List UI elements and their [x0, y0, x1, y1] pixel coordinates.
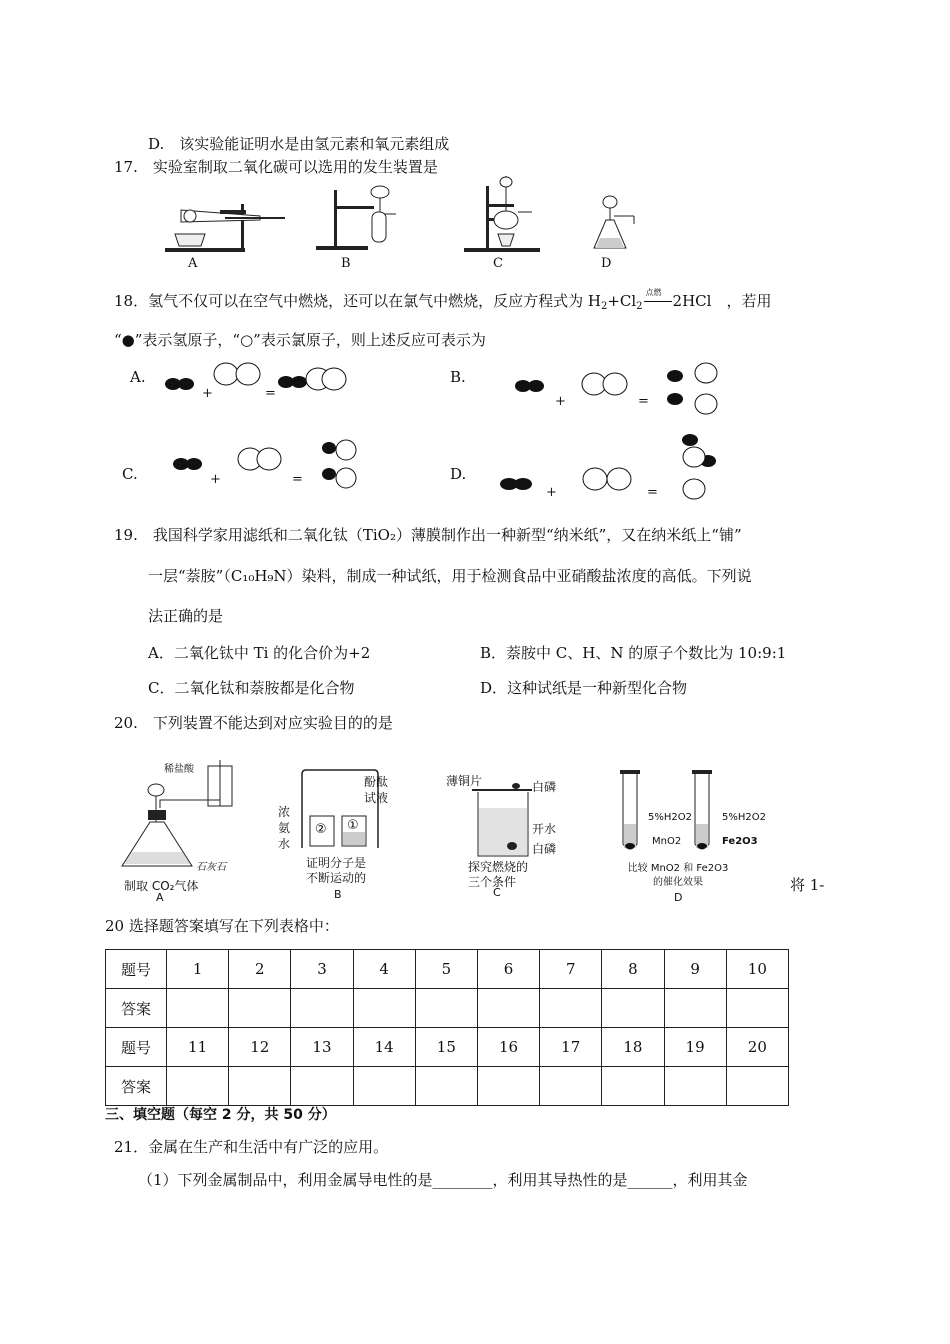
answer-cell[interactable]	[291, 1067, 353, 1106]
q17-apparatus-a	[165, 192, 295, 254]
table-cell-number: 7	[540, 950, 602, 989]
q18-option-c-plus: +	[210, 472, 221, 487]
table-cell-number: 11	[167, 1028, 229, 1067]
q18-option-c-eq: =	[292, 472, 303, 487]
q17-label-a: A	[188, 256, 198, 271]
q17-label-c: C	[493, 256, 503, 271]
q20-a-caption: 制取 CO₂气体	[124, 879, 199, 893]
table-cell-number: 20	[726, 1028, 788, 1067]
q18-option-b-label: B.	[450, 368, 466, 386]
q20-b-left-label: 浓 氨 水	[278, 805, 291, 851]
q17-label-b: B	[341, 256, 351, 271]
q20-a-acid: 稀盐酸	[164, 764, 194, 775]
answer-cell[interactable]	[415, 989, 477, 1028]
answer-cell[interactable]	[726, 1067, 788, 1106]
section-three-heading: 三、填空题（每空 2 分，共 50 分）	[105, 1107, 336, 1123]
q18-option-a-diagram	[160, 362, 350, 402]
q19-option-d: D．这种试纸是一种新型化合物	[480, 679, 688, 697]
q20-d-caption: 比较 MnO2 和 Fe2O3 的催化效果	[627, 863, 729, 888]
q18-option-b-diagram	[510, 360, 720, 418]
table-cell-number: 16	[477, 1028, 539, 1067]
q18-option-a-eq: =	[265, 386, 276, 401]
table-cell-number: 14	[353, 1028, 415, 1067]
q20-a-stone: 石灰石	[196, 862, 226, 873]
table-cell-number: 4	[353, 950, 415, 989]
q20-c-white-p2: 白磷	[532, 842, 557, 856]
q19-line2: 一层“萘胺”（C₁₀H₉N）染料，制成一种试纸，用于检测食品中亚硝酸盐浓度的高低。下列说	[148, 567, 752, 585]
q20-c-letter: C	[493, 886, 501, 899]
table-cell-number: 15	[415, 1028, 477, 1067]
q18-option-b-plus: +	[555, 394, 566, 409]
q20-d-h2o2-left: 5%H2O2	[648, 812, 692, 823]
q17-apparatus-d	[594, 194, 644, 252]
answer-cell[interactable]	[726, 989, 788, 1028]
table-row-answer-1	[106, 989, 789, 1028]
answer-cell[interactable]	[540, 989, 602, 1028]
answer-cell[interactable]	[664, 1067, 726, 1106]
table-cell-number: 10	[726, 950, 788, 989]
q18-option-d-eq: =	[647, 485, 658, 500]
table-cell-number: 12	[229, 1028, 291, 1067]
answer-cell[interactable]	[229, 989, 291, 1028]
q17-stem: 17. 实验室制取二氧化碳可以选用的发生装置是	[114, 158, 438, 176]
answer-cell[interactable]	[477, 989, 539, 1028]
q19-option-b: B．萘胺中 C、H、N 的原子个数比为 10:9:1	[480, 644, 787, 662]
answer-cell[interactable]	[167, 1067, 229, 1106]
row-label-number: 题号	[106, 1028, 167, 1067]
q20-stem: 20. 下列装置不能达到对应实验目的的是	[114, 714, 393, 732]
table-row-number-1	[106, 950, 789, 989]
q20-b-num2: ②	[315, 822, 327, 837]
table-cell-number: 3	[291, 950, 353, 989]
q18-option-a-plus: +	[202, 386, 213, 401]
table-cell-number: 19	[664, 1028, 726, 1067]
answer-cell[interactable]	[540, 1067, 602, 1106]
q20-b-num1: ①	[347, 818, 359, 833]
table-cell-number: 8	[602, 950, 664, 989]
table-cell-number: 9	[664, 950, 726, 989]
q20-b-caption: 证明分子是 不断运动的	[306, 856, 367, 885]
answer-cell[interactable]	[167, 989, 229, 1028]
row-label-answer: 答案	[106, 1067, 167, 1106]
answer-cell[interactable]	[602, 989, 664, 1028]
table-row-answer-2	[106, 1067, 789, 1106]
row-label-answer: 答案	[106, 989, 167, 1028]
q20-d-fe2o3: Fe2O3	[722, 836, 758, 847]
table-row-number-2	[106, 1028, 789, 1067]
q20-d-mno2: MnO2	[652, 836, 682, 847]
q20-c-caption: 探究燃烧的 三个条件	[468, 860, 529, 889]
answer-instruction: 20 选择题答案填写在下列表格中：	[105, 917, 339, 935]
q19-line3: 法正确的是	[148, 607, 224, 625]
table-cell-number: 2	[229, 950, 291, 989]
q18-option-d-diagram	[498, 432, 723, 504]
answer-cell[interactable]	[353, 1067, 415, 1106]
q20-c-copper: 薄铜片	[446, 774, 483, 788]
q17-apparatus-b	[316, 184, 396, 252]
answer-cell[interactable]	[664, 989, 726, 1028]
q20-d-letter: D	[674, 891, 683, 904]
answer-cell[interactable]	[602, 1067, 664, 1106]
answer-cell[interactable]	[477, 1067, 539, 1106]
q17-label-d: D	[601, 256, 612, 271]
q19-line1: 19. 我国科学家用滤纸和二氧化钛（TiO₂）薄膜制作出一种新型“纳米纸”，又在纳米纸上“铺”	[114, 526, 742, 544]
q18-stem-line2: “●”表示氢原子，“○”表示氯原子，则上述反应可表示为	[114, 331, 486, 349]
q16-option-d: D. 该实验能证明水是由氢元素和氧元素组成	[148, 135, 450, 153]
table-cell-number: 13	[291, 1028, 353, 1067]
q18-stem-line1: 18．氢气不仅可以在空气中燃烧，还可以在氯气中燃烧，反应方程式为 $H_2+Cl_2$ 点燃 2HCl ，若用	[114, 288, 772, 312]
answer-cell[interactable]	[229, 1067, 291, 1106]
q18-option-d-label: D.	[450, 465, 467, 483]
q20-b-letter: B	[334, 888, 342, 901]
q20-c-water: 开水	[532, 822, 557, 836]
q19-option-a: A．二氧化钛中 Ti 的化合价为+2	[148, 644, 371, 662]
q20-c-white-p: 白磷	[532, 780, 557, 794]
table-cell-number: 5	[415, 950, 477, 989]
q21-stem: 21．金属在生产和生活中有广泛的应用。	[114, 1138, 389, 1156]
table-cell-number: 1	[167, 950, 229, 989]
answer-cell[interactable]	[291, 989, 353, 1028]
table-cell-number: 17	[540, 1028, 602, 1067]
row-label-number: 题号	[106, 950, 167, 989]
table-cell-number: 6	[477, 950, 539, 989]
q18-option-c-label: C.	[122, 465, 138, 483]
q20-b-right-label: 酚酞 试液	[364, 775, 389, 805]
answer-cell[interactable]	[353, 989, 415, 1028]
q18-option-c-diagram	[170, 436, 370, 492]
q20-a-letter: A	[156, 891, 164, 904]
q18-option-d-plus: +	[546, 485, 557, 500]
answer-table	[105, 949, 789, 1106]
q20-apparatus-a	[118, 760, 258, 875]
answer-cell[interactable]	[415, 1067, 477, 1106]
q18-option-a-label: A.	[130, 368, 146, 386]
q18-option-b-eq: =	[638, 394, 649, 409]
q19-option-c: C．二氧化钛和萘胺都是化合物	[148, 679, 355, 697]
table-cell-number: 18	[602, 1028, 664, 1067]
q20-tail: 将 1-	[790, 876, 825, 894]
q21-part1: （1）下列金属制品中，利用金属导电性的是________，利用其导热性的是______，利用其金	[138, 1171, 748, 1189]
q20-d-h2o2-right: 5%H2O2	[722, 812, 766, 823]
q17-apparatus-c	[462, 172, 544, 254]
